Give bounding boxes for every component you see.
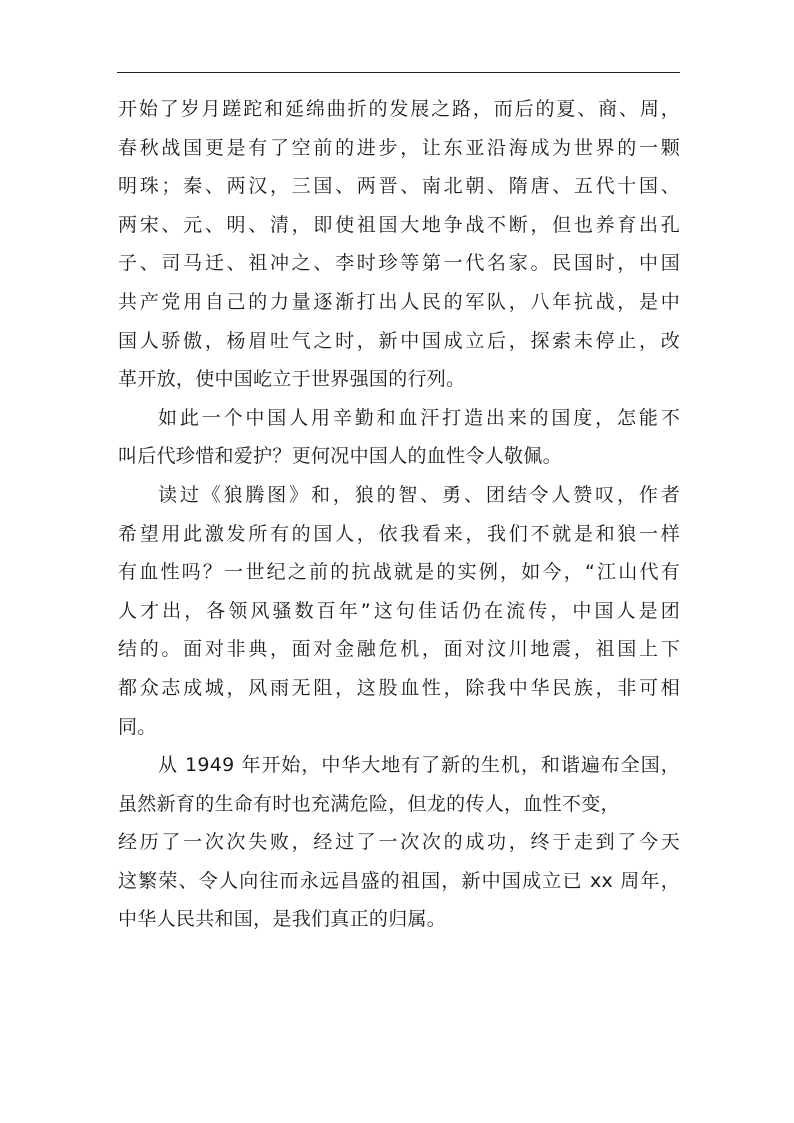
text-line: 同。 xyxy=(118,715,157,738)
text-line: 叫后代珍惜和爱护？更何况中国人的血性令人敬佩。 xyxy=(118,445,562,468)
text-line: 都众志成城，风雨无阻，这股血性，除我中华民族，非可相 xyxy=(118,676,680,699)
text-line: 从 1949 年开始，中华大地有了新的生机，和谐遍布全国， xyxy=(158,754,680,777)
text-line: 经历了一次次失败，经过了一次次的成功，终于走到了今天 xyxy=(118,831,680,854)
text-line: 国人骄傲，杨眉吐气之时，新中国成立后，探索未停止，改 xyxy=(118,329,680,352)
paragraph-2 xyxy=(118,399,680,476)
text-line: 共产党用自己的力量逐渐打出人民的军队，八年抗战，是中 xyxy=(118,290,680,313)
paragraph-4 xyxy=(118,746,680,939)
text-line: 读过《狼腾图》和，狼的智、勇、团结令人赞叹，作者 xyxy=(158,483,680,506)
body-text xyxy=(118,90,680,939)
text-line: 有血性吗？一世纪之前的抗战就是的实例，如今，“江山代有 xyxy=(118,561,680,584)
text-line: 结的。面对非典，面对金融危机，面对汶川地震，祖国上下 xyxy=(118,638,680,661)
text-line: 两宋、元、明、清，即使祖国大地争战不断，但也养育出孔 xyxy=(118,213,680,236)
text-line: 人才出，各领风骚数百年”这句佳话仍在流传，中国人是团 xyxy=(118,599,680,622)
paragraph-3 xyxy=(118,476,680,746)
text-line: 如此一个中国人用辛勤和血汗打造出来的国度，怎能不 xyxy=(158,406,680,429)
text-line: 革开放，使中国屹立于世界强国的行列。 xyxy=(118,368,466,391)
paragraph-1 xyxy=(118,90,680,399)
text-line: 虽然新育的生命有时也充满危险，但龙的传人，血性不变， xyxy=(118,792,620,815)
text-line: 希望用此激发所有的国人，依我看来，我们不就是和狼一样 xyxy=(118,522,680,545)
text-line: 中华人民共和国，是我们真正的归属。 xyxy=(118,908,447,931)
header-rule xyxy=(117,72,680,73)
text-line: 明珠；秦、两汉，三国、两晋、南北朝、隋唐、五代十国、 xyxy=(118,175,680,198)
text-line: 开始了岁月蹉跎和延绵曲折的发展之路，而后的夏、商、周， xyxy=(118,98,680,120)
text-line: 这繁荣、令人向往而永远昌盛的祖国，新中国成立已 xx 周年， xyxy=(118,869,680,892)
text-line: 子、司马迁、祖冲之、李时珍等第一代名家。民国时，中国 xyxy=(118,252,680,275)
text-line: 春秋战国更是有了空前的进步，让东亚沿海成为世界的一颗 xyxy=(118,136,680,159)
